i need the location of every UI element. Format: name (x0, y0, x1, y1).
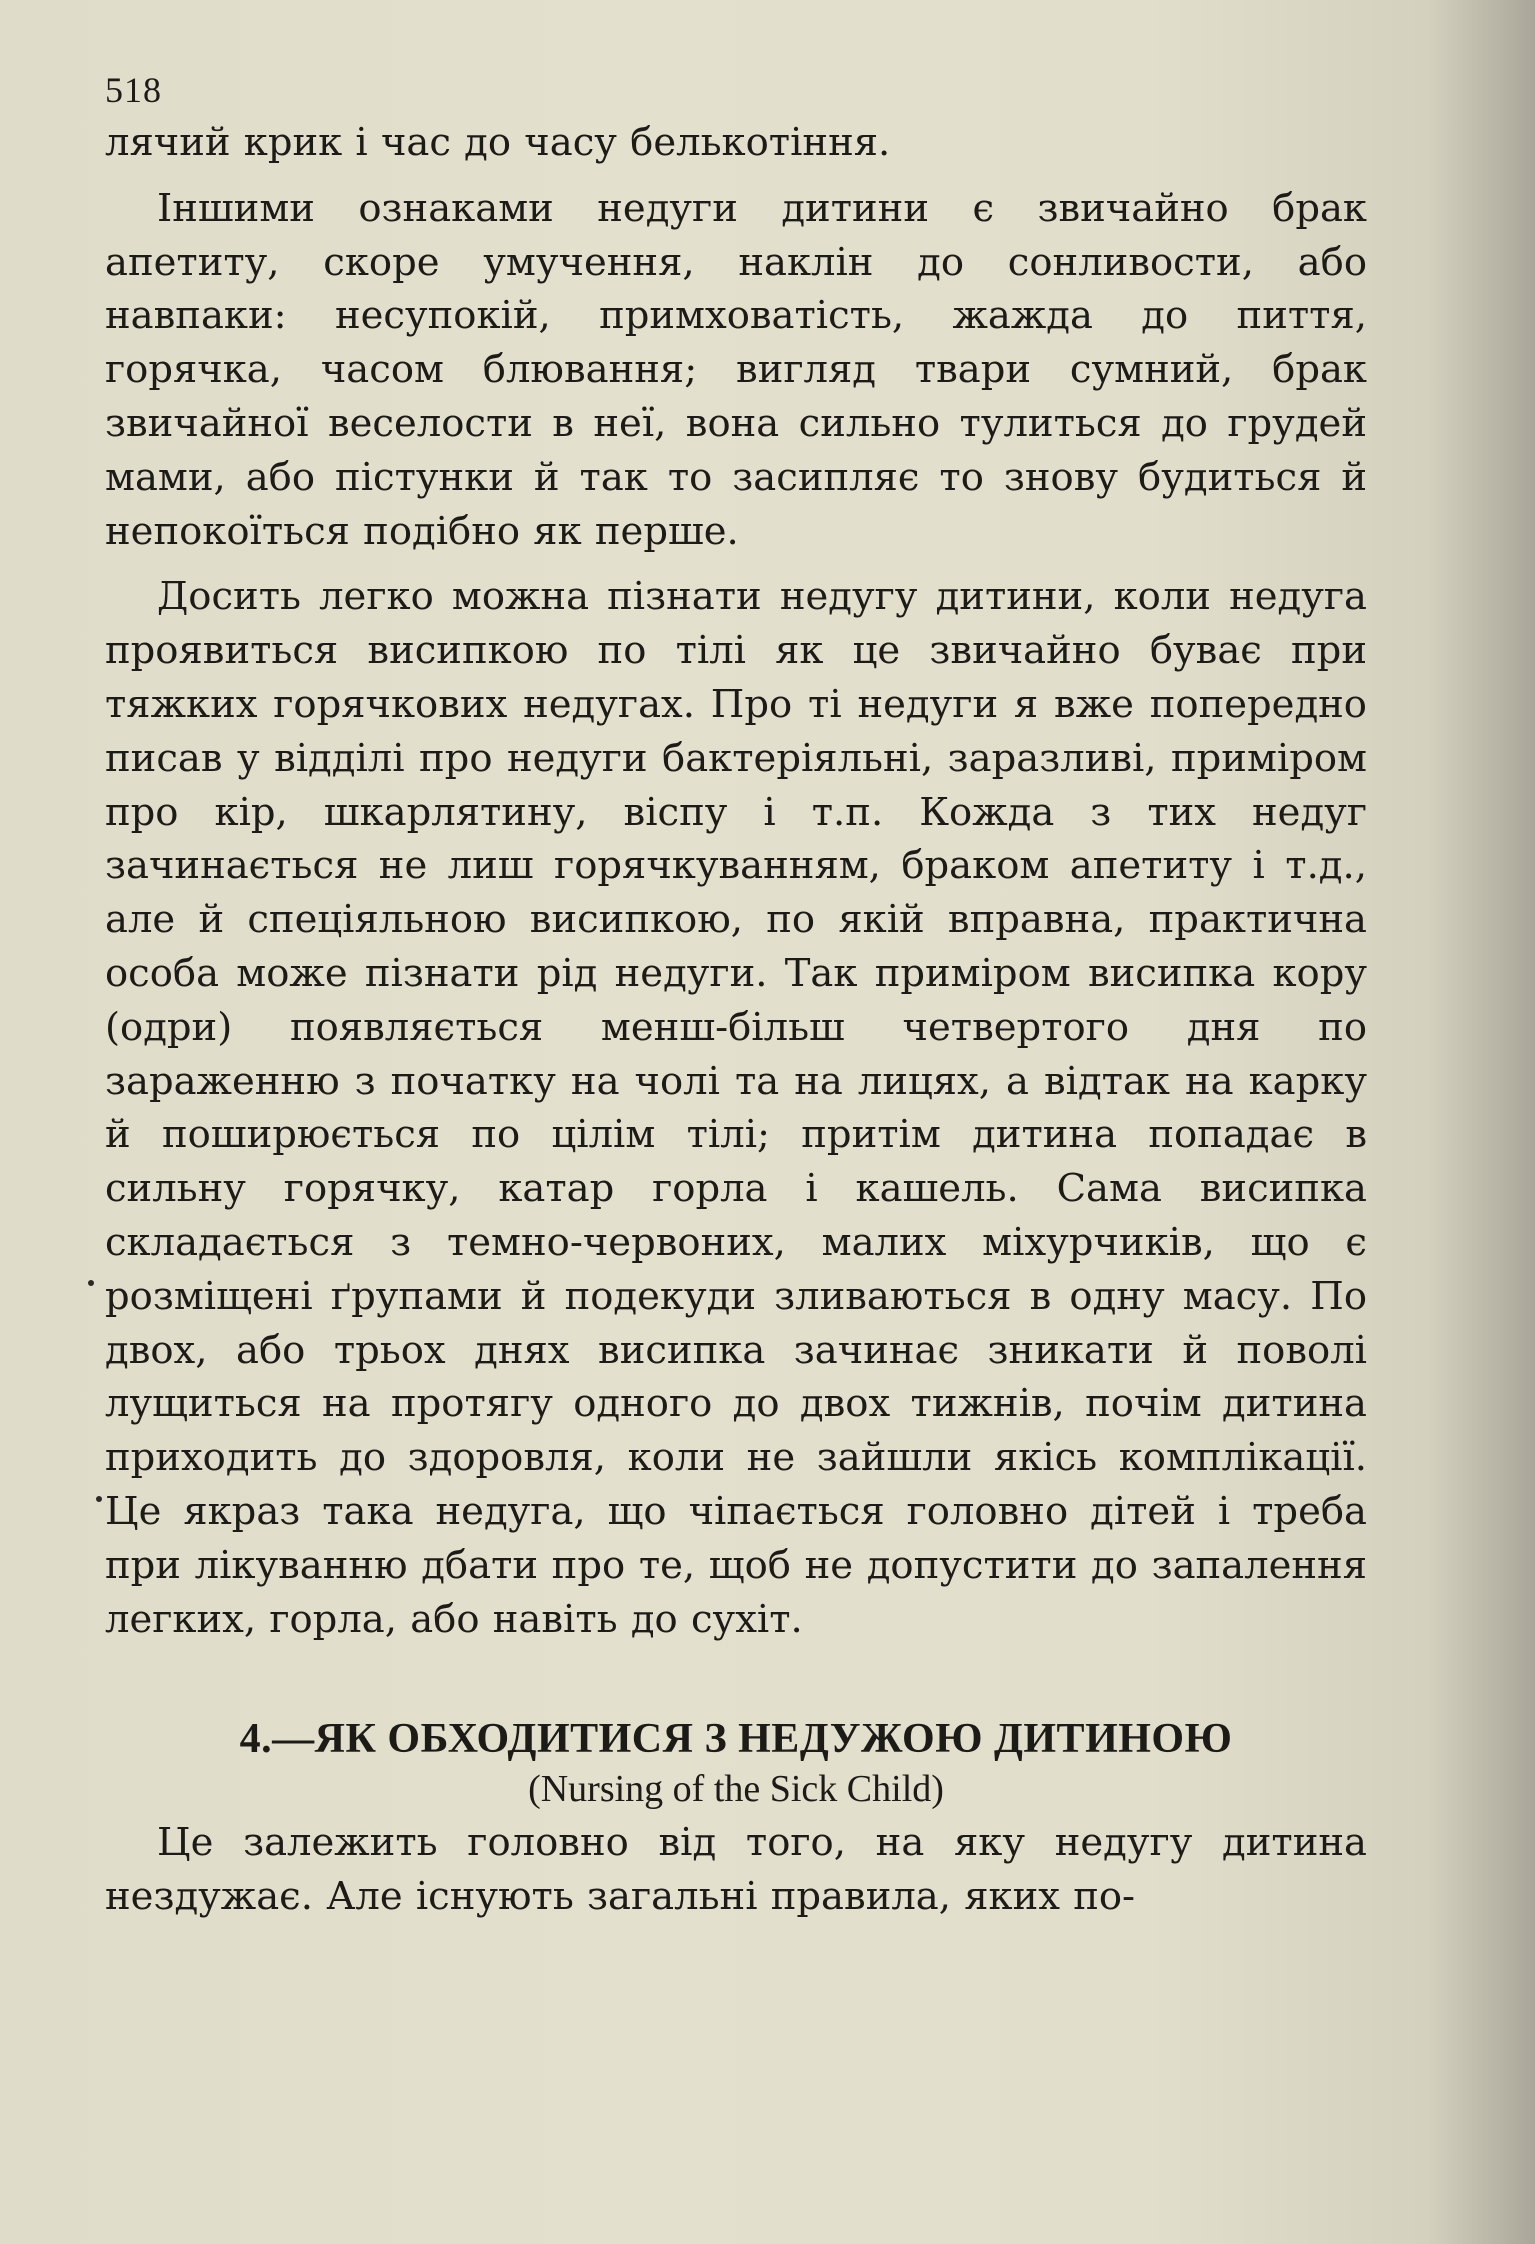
section-subtitle: (Nursing of the Sick Child) (528, 1768, 944, 1811)
paragraph: Це залежить головно від того, на яку недугу дитина нездужає. Але існують загальні правила, яких по- (105, 1820, 1367, 1920)
page-text (105, 70, 1367, 1924)
section-heading: 4.—ЯК ОБХОДИТИСЯ З НЕДУЖОЮ ДИТИНОЮ (239, 1716, 1233, 1763)
paragraph: Іншими ознаками недуги дитини є звичайно брак апетиту, скоре умучення, наклін до сонливости, або навпаки: несупокій, примховатість, жажда до пиття, горячка, часом блювання; вигляд твари сумний, брак звичайної веселости в неї, вона сильно тулиться до грудей мами, або пістунки й так то засипляє то знову будиться й непокоїться подібно як перше. (105, 185, 1367, 554)
margin-dot-mark (96, 1496, 102, 1502)
page-number: 518 (105, 70, 162, 110)
paragraph: лячий крик і час до часу белькотіння. (105, 120, 891, 165)
paragraph: Досить легко можна пізнати недугу дитини, коли недуга проявиться висипкою по тілі як це звичайно буває при тяжких горячкових недугах. Про ті недуги я вже попередно писав у відділі про недуги бактеріяльні, заразливі, приміром про кір, шкарлятину, віспу і т.п. Кожда з тих недуг зачинається не лиш горячкуванням, браком апетиту і т.д., але й спеціяльною висипкою, по якій вправна, практична особа може пізнати рід недуги. Так приміром висипка кору (одри) появляється менш-більш четвертого дня по зараженню з початку на чолі та на лицях, а відтак на карку й поширюється по цілім тілі; притім дитина попадає в сильну горячку, катар горла і кашель. Сама висипка складається з темно-червоних, малих міхурчиків, що є розміщені ґрупами й подекуди зливаються в одну масу. По двох, або трьох днях висипка зачинає зникати й поволі лущиться на протягу одного до двох тижнів, почім дитина приходить до здоровля, коли не зайшли якісь комплікації. Це якраз така недуга, що чіпається головно дітей і треба при лікуванню дбати про те, щоб не допустити до запалення легких, горла, або навіть до сухіт. (105, 574, 1367, 1642)
margin-dot-mark (88, 1280, 94, 1286)
